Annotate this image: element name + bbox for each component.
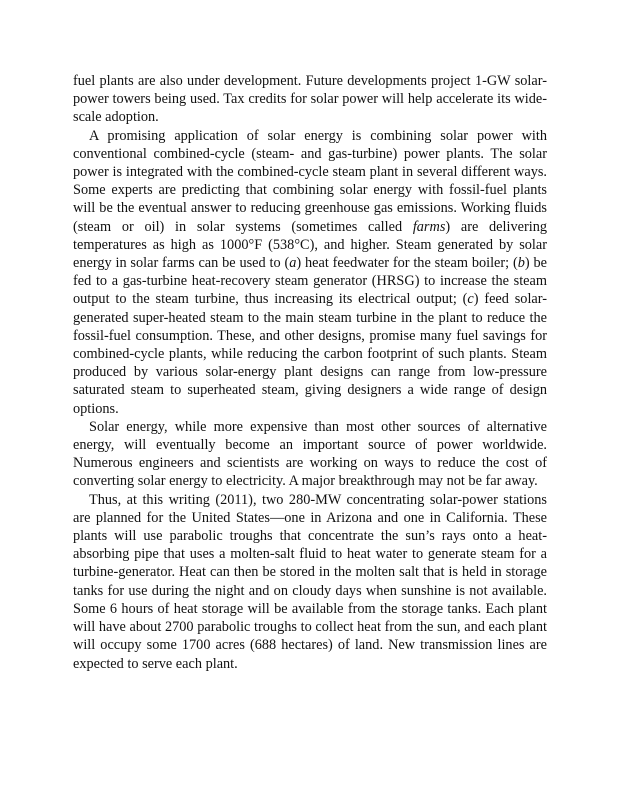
italic-text-run: a: [289, 255, 297, 272]
italic-text-run: c: [467, 291, 474, 308]
italic-text-run: b: [517, 255, 525, 272]
body-paragraph: [73, 418, 547, 491]
text-run: ) be fed to a gas-turbine heat-recovery steam generator (HRSG) to increase the steam output to the steam turbine, thus increasing its electrical output; (: [73, 255, 547, 308]
text-run: Thus, at this writing (2011), two 280-MW concentrating solar-power stations are planned for the United States—one in Arizona and one in California. These plants will use parabolic troughs that concentrate the sun’s rays onto a heat-absorbing pipe that uses a molten-salt fluid to heat water to generate steam for a turbine-generator. Heat can then be stored in the molten salt that is held in storage tanks for use during the night and on cloudy days when sunshine is not available. Some 6 hours of heat storage will be available from the storage tanks. Each plant will have about 2700 parabolic troughs to collect heat from the sun, and each plant will occupy some 1700 acres (688 hectares) of land. New transmission lines are expected to serve each plant.: [73, 491, 547, 672]
body-paragraph: [73, 491, 547, 673]
text-run: ) heat feedwater for the steam boiler; (: [296, 255, 518, 272]
document-page: [73, 72, 547, 673]
text-run: ) are delivering temperatures as high as 1000°F (538°C), and higher. Steam generated by solar energy in solar farms can be used to (: [73, 218, 547, 272]
text-run: A promising application of solar energy is combining solar power with conventional combined-cycle (steam- and gas-turbine) power plants. The solar power is integrated with the combined-cycle steam plant in several different ways. Some experts are predicting that combining solar energy with fossil-fuel plants will be the eventual answer to reducing greenhouse gas emissions. Working fluids (steam or oil) in solar systems (sometimes called: [73, 127, 547, 235]
body-paragraph: [73, 72, 547, 127]
text-run: fuel plants are also under development. Future developments project 1-GW solar-power towers being used. Tax credits for solar power will help accelerate its wide-scale adoption.: [73, 73, 547, 126]
text-run: Solar energy, while more expensive than most other sources of alternative energy, will eventually become an important source of power worldwide. Numerous engineers and scientists are working on ways to reduce the cost of converting solar energy to electricity. A major breakthrough may not be far away.: [73, 418, 547, 490]
text-run: ) feed solar-generated super-heated steam to the main steam turbine in the plant to reduce the fossil-fuel consumption. These, and other designs, promise many fuel savings for combined-cycle plants, while reducing the carbon footprint of such plants. Steam produced by various solar-energy plant designs can range from low-pressure saturated steam to superheated steam, giving designers a wide range of design options.: [73, 291, 547, 417]
body-paragraph: [73, 127, 547, 418]
italic-text-run: farms: [412, 218, 446, 235]
